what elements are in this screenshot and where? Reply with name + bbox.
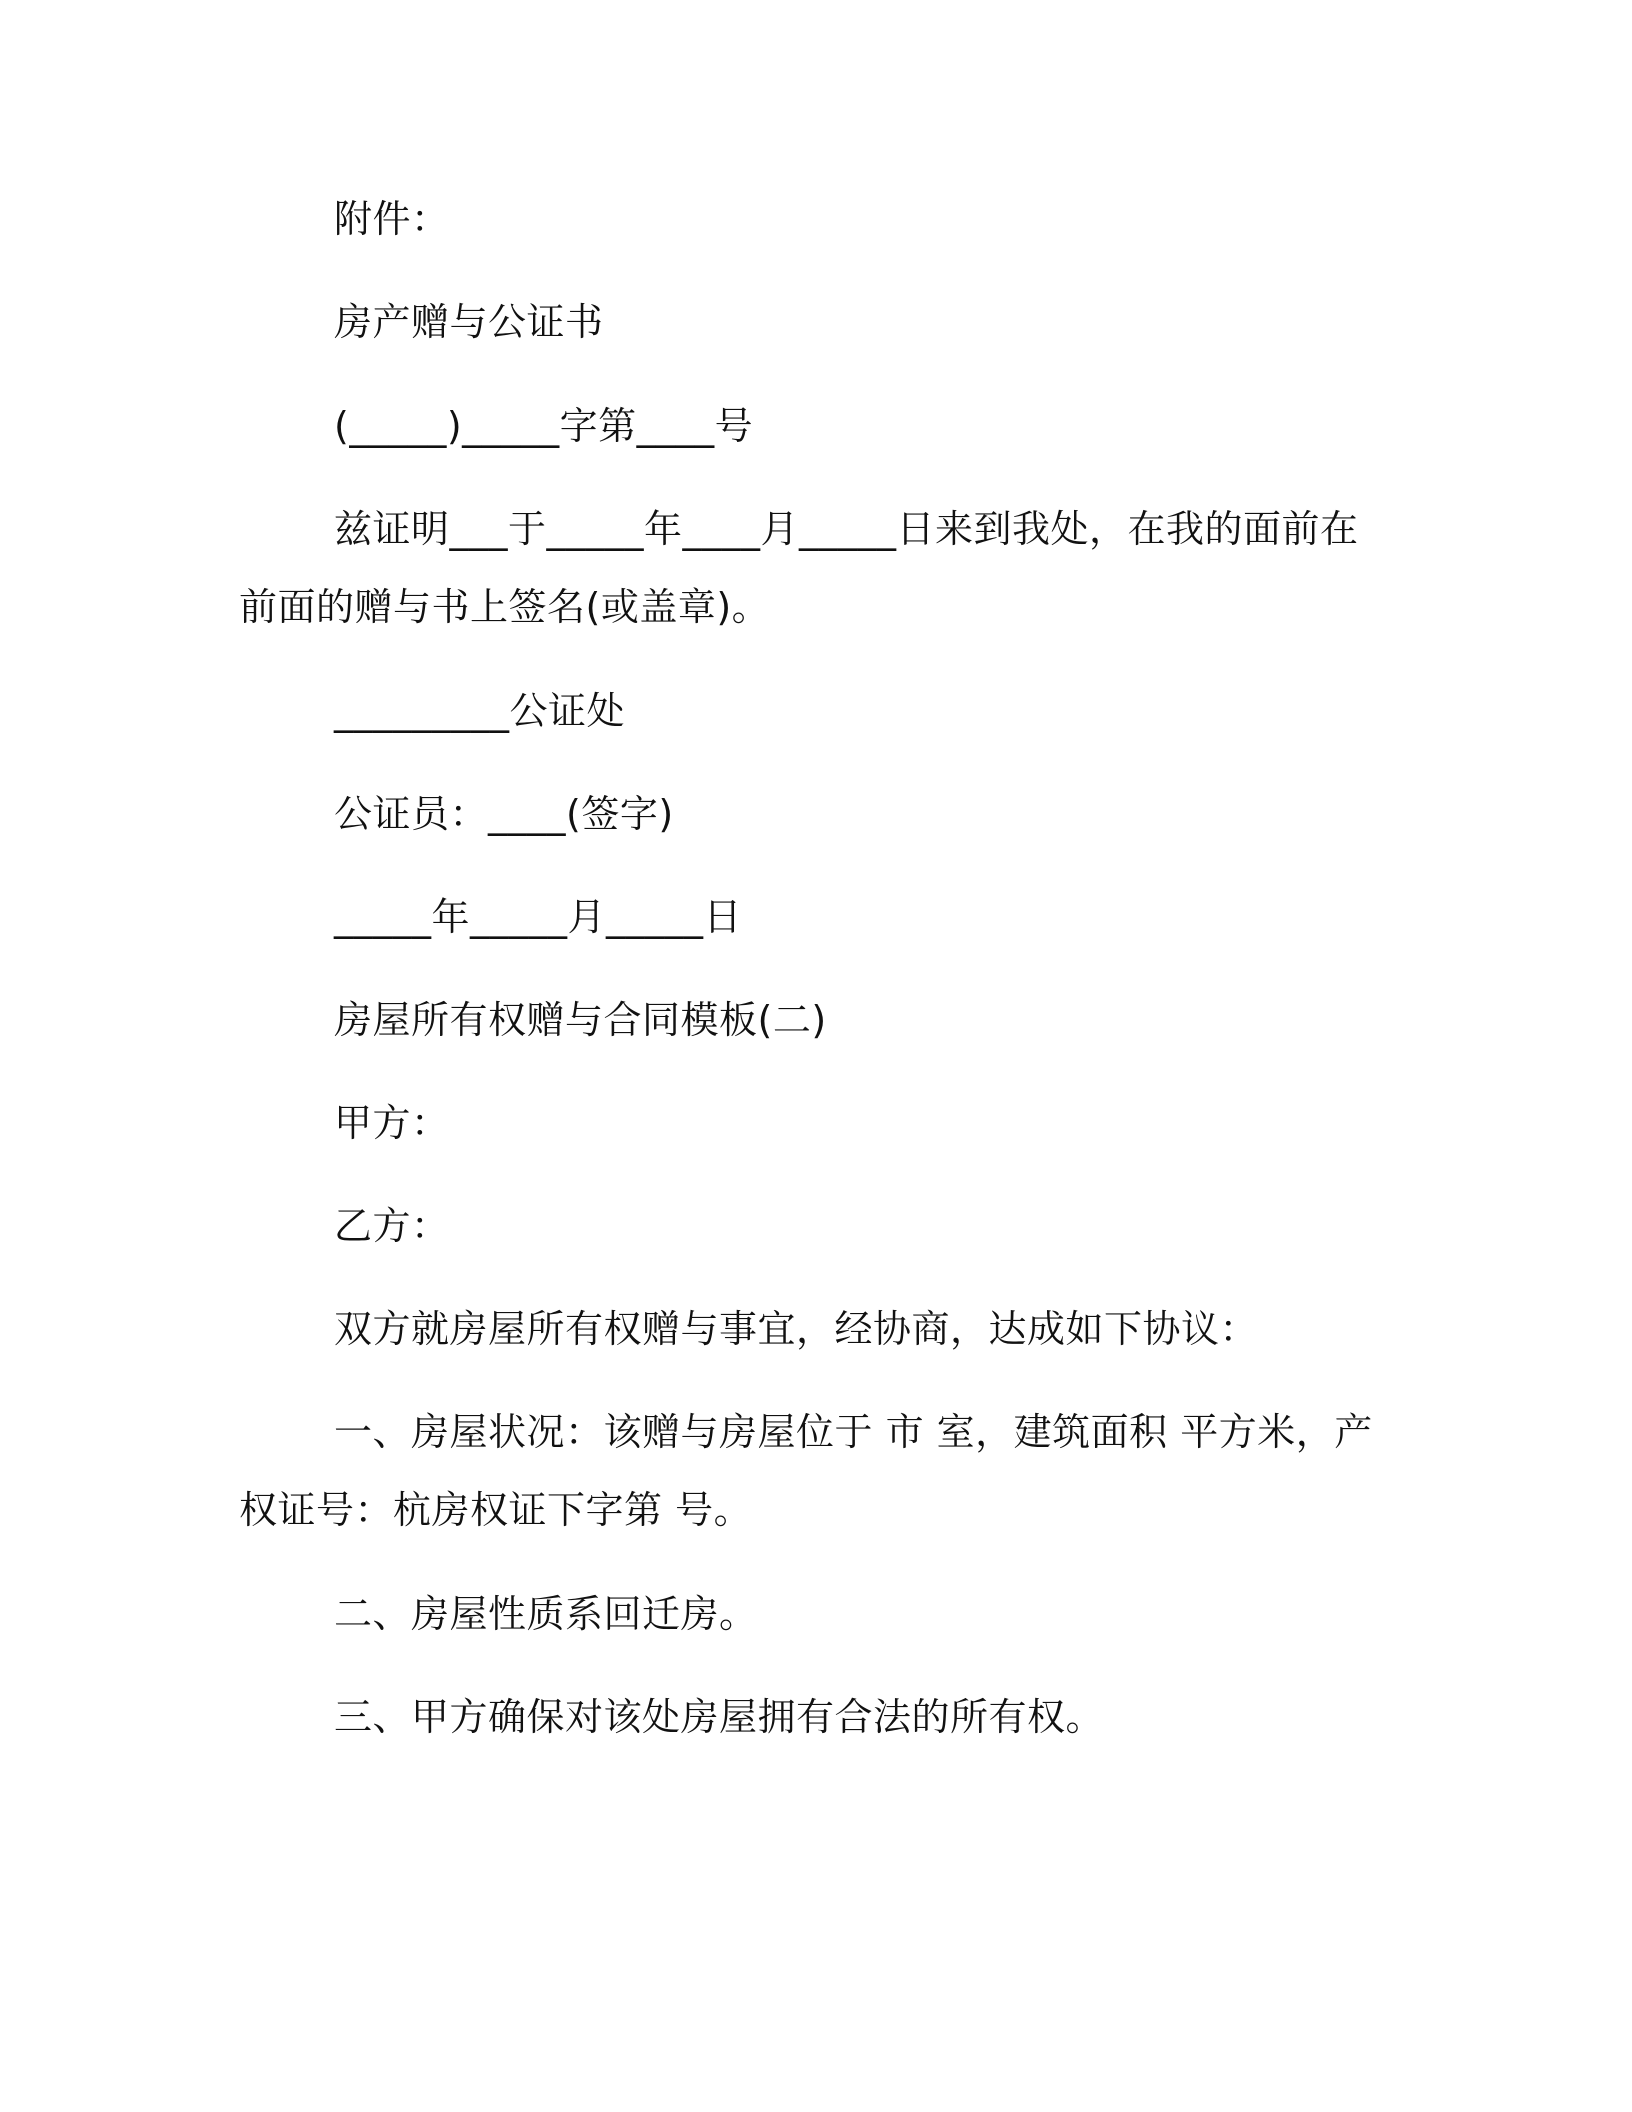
paragraph-agreement-intro: 双方就房屋所有权赠与事宜，经协商，达成如下协议：	[334, 1307, 1259, 1351]
paragraph-certificate-number: (_____)_____字第____号	[334, 404, 754, 448]
paragraph-house-nature: 二、房屋性质系回迁房。	[334, 1592, 758, 1636]
paragraph-notary-signature: 公证员：____(签字)	[334, 792, 674, 836]
paragraph-certification-statement: 兹证明___于_____年____月_____日来到我处，在我的面前在前面的赠与书上签名(或盖章)。	[239, 507, 1359, 629]
paragraph-contract-template-title: 房屋所有权赠与合同模板(二)	[334, 998, 827, 1042]
paragraph-house-condition: 一、房屋状况：该赠与房屋位于 市 室，建筑面积 平方米，产权证号：杭房权证下字第 号。	[239, 1410, 1373, 1532]
paragraph-party-a: 甲方：	[334, 1101, 450, 1145]
paragraph-ownership-guarantee: 三、甲方确保对该处房屋拥有合法的所有权。	[334, 1695, 1105, 1739]
paragraph-notary-office: _________公证处	[334, 689, 626, 733]
paragraph-party-b: 乙方：	[334, 1204, 450, 1248]
paragraph-attachment-label: 附件：	[334, 197, 450, 241]
paragraph-notary-date: _____年_____月_____日	[334, 895, 743, 939]
paragraph-notarial-certificate-title: 房产赠与公证书	[334, 300, 604, 344]
